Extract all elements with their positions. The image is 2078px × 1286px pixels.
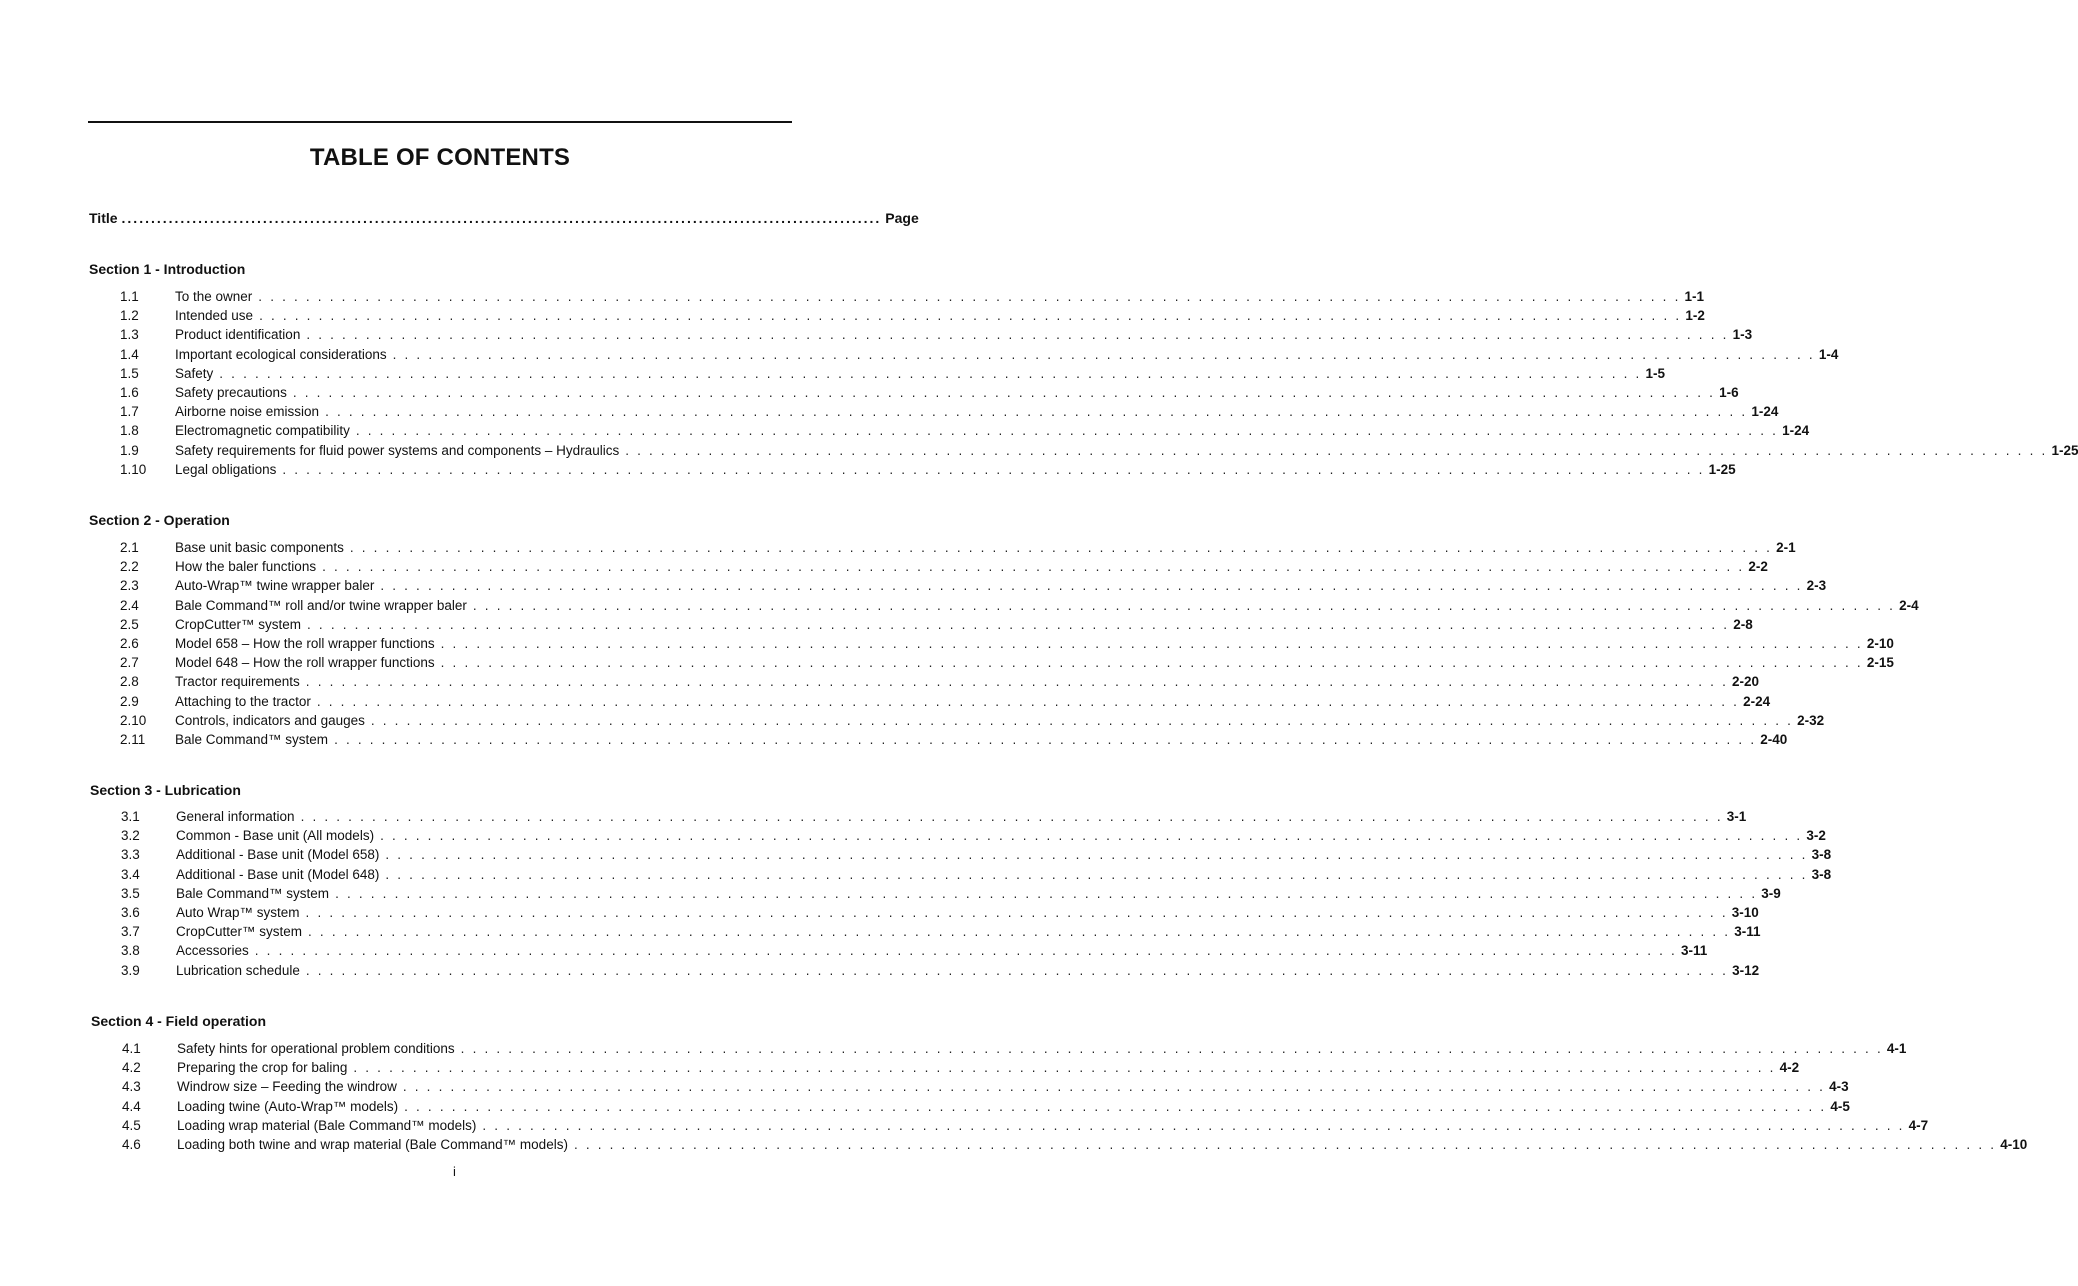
leader-dots: . . . . . . . . . . . . . . . . . . . . . . . . . . . . . . . . . . . . . . . . . . . . . . . . . . . . . . . . . . . . . . . . . . . . . . . . . . . . . . . . . . . . . . . . . . . . . . . . . . . . . . . . . . . . . . . . . . . . . . . . [282, 461, 1705, 477]
entry-title: Additional - Base unit (Model 658) [176, 847, 380, 863]
entry-number: 1.8 [120, 423, 139, 439]
entry-title: Preparing the crop for baling [177, 1060, 348, 1076]
leader-dots: . . . . . . . . . . . . . . . . . . . . . . . . . . . . . . . . . . . . . . . . . . . . . . . . . . . . . . . . . . . . . . . . . . . . . . . . . . . . . . . . . . . . . . . . . . . . . . . . . . . . . . . . . . . . . . . . . . . . . . . . [625, 442, 2048, 458]
entry-page: 3-10 [1731, 904, 1759, 920]
entry-number: 4.3 [122, 1079, 141, 1095]
entry-title: Important ecological considerations [175, 346, 387, 362]
entry-title: Intended use [175, 308, 254, 324]
top-rule [88, 121, 792, 123]
toc-entry [120, 635, 1894, 655]
entry-title: Windrow size – Feeding the windrow [177, 1079, 397, 1095]
entry-page: 2-8 [1733, 616, 1753, 632]
entry-title: Common - Base unit (All models) [176, 828, 375, 844]
entry-page: 4-7 [1908, 1117, 1929, 1133]
entry-page: 2-1 [1776, 540, 1796, 555]
entry-title: Airborne noise emission [175, 404, 320, 420]
leader-dots: . . . . . . . . . . . . . . . . . . . . . . . . . . . . . . . . . . . . . . . . . . . . . . . . . . . . . . . . . . . . . . . . . . . . . . . . . . . . . . . . . . . . . . . . . . . . . . . . . . . . . . . . . . . . . . . . . . . . . . . . [305, 904, 1728, 920]
toc-entry [120, 327, 1753, 346]
title-column-label: Title [89, 210, 118, 226]
toc-entry [121, 866, 1832, 886]
toc-entry [120, 731, 1788, 751]
entry-page: 3-11 [1681, 943, 1708, 959]
entry-title: Safety [175, 365, 214, 381]
entry-number: 1.7 [120, 404, 139, 420]
leader-dots: . . . . . . . . . . . . . . . . . . . . . . . . . . . . . . . . . . . . . . . . . . . . . . . . . . . . . . . . . . . . . . . . . . . . . . . . . . . . . . . . . . . . . . . . . . . . . . . . . . . . . . . . . . . . . . . . . . . . . . . . [402, 1079, 1826, 1095]
leader-dots: . . . . . . . . . . . . . . . . . . . . . . . . . . . . . . . . . . . . . . . . . . . . . . . . . . . . . . . . . . . . . . . . . . . . . . . . . . . . . . . . . . . . . . . . . . . . . . . . . . . . . . . . . . . . . . . . . . . . . . . . [300, 809, 1723, 824]
toc-entry [122, 1079, 1849, 1098]
entry-number: 3.8 [121, 943, 140, 959]
section-4-entries [122, 1041, 2028, 1156]
entry-number: 1.6 [120, 384, 139, 400]
toc-entry [120, 559, 1768, 578]
leader-dots: . . . . . . . . . . . . . . . . . . . . . . . . . . . . . . . . . . . . . . . . . . . . . . . . . . . . . . . . . . . . . . . . . . . . . . . . . . . . . . . . . . . . . . . . . . . . . . . . . . . . . . . . . . . . . . . . . . . . . . . . [325, 404, 1748, 420]
leader-dots: . . . . . . . . . . . . . . . . . . . . . . . . . . . . . . . . . . . . . . . . . . . . . . . . . . . . . . . . . . . . . . . . . . . . . . . . . . . . . . . . . . . . . . . . . . . . . . . . . . . . . . . . . . . . . . . . . . . . . . . . [392, 346, 1815, 362]
entry-page: 2-20 [1732, 674, 1760, 690]
entry-page: 3-9 [1761, 885, 1781, 901]
entry-number: 3.7 [121, 924, 140, 940]
entry-number: 4.5 [122, 1117, 141, 1133]
toc-entry [121, 847, 1832, 866]
entry-number: 3.6 [121, 904, 140, 920]
toc-entry [120, 674, 1760, 693]
entry-number: 1.5 [120, 365, 139, 381]
entry-title: Safety requirements for fluid power systems and components – Hydraulics [175, 442, 620, 458]
entry-page: 2-3 [1806, 578, 1827, 594]
section-2-heading: Section 2 - Operation [89, 512, 230, 528]
toc-entry [121, 943, 1708, 962]
toc-entry [120, 308, 1705, 327]
column-header-row [89, 210, 919, 230]
leader-dots: . . . . . . . . . . . . . . . . . . . . . . . . . . . . . . . . . . . . . . . . . . . . . . . . . . . . . . . . . . . . . . . . . . . . . . . . . . . . . . . . . . . . . . . . . . . . . . . . . . . . . . . . . . . . . . . . . . . . . . . . [380, 578, 1803, 594]
entry-number: 1.1 [120, 289, 139, 304]
leader-dots: . . . . . . . . . . . . . . . . . . . . . . . . . . . . . . . . . . . . . . . . . . . . . . . . . . . . . . . . . . . . . . . . . . . . . . . . . . . . . . . . . . . . . . . . . . . . . . . . . . . . . . . . . . . . . . . . . . . . . . . . [380, 828, 1803, 844]
entry-page: 2-15 [1866, 655, 1894, 671]
entry-title: To the owner [175, 289, 253, 304]
entry-title: Lubrication schedule [176, 962, 300, 978]
entry-title: Additional - Base unit (Model 648) [176, 866, 380, 882]
entry-page: 1-6 [1719, 384, 1739, 400]
entry-title: Safety precautions [175, 384, 287, 400]
entry-number: 4.1 [122, 1041, 141, 1056]
toc-entry [121, 885, 1781, 905]
leader-dots: . . . . . . . . . . . . . . . . . . . . . . . . . . . . . . . . . . . . . . . . . . . . . . . . . . . . . . . . . . . . . . . . . . . . . . . . . . . . . . . . . . . . . . . . . . . . . . . . . . . . . . . . . . . . . . . . . . . . . . . . [322, 559, 1745, 575]
leader-dots: . . . . . . . . . . . . . . . . . . . . . . . . . . . . . . . . . . . . . . . . . . . . . . . . . . . . . . . . . . . . . . . . . . . . . . . . . . . . . . . . . . . . . . . . . . . . . . . . . . . . . . . . . . . . . . . . . . . . . . . . [370, 712, 1794, 728]
leader-dots: . . . . . . . . . . . . . . . . . . . . . . . . . . . . . . . . . . . . . . . . . . . . . . . . . . . . . . . . . . . . . . . . . . . . . . . . . . . . . . . . . . . . . . . . . . . . . . . . . . . . . . . . . . . . . . . . . . . . . . . . [335, 885, 1758, 901]
entry-page: 4-1 [1886, 1041, 1907, 1056]
entry-title: Bale Command™ system [176, 885, 330, 901]
leader-dots: . . . . . . . . . . . . . . . . . . . . . . . . . . . . . . . . . . . . . . . . . . . . . . . . . . . . . . . . . . . . . . . . . . . . . . . . . . . . . . . . . . . . . . . . . . . . . . . . . . . . . . . . . . . . . . . . . . . . . . . . [404, 1098, 1827, 1114]
toc-entry [121, 828, 1826, 847]
entry-title: Loading wrap material (Bale Command™ models) [177, 1117, 477, 1133]
entry-number: 1.9 [120, 442, 139, 458]
entry-number: 1.2 [120, 308, 139, 324]
leader-dots: . . . . . . . . . . . . . . . . . . . . . . . . . . . . . . . . . . . . . . . . . . . . . . . . . . . . . . . . . . . . . . . . . . . . . . . . . . . . . . . . . . . . . . . . . . . . . . . . . . . . . . . . . . . . . . . . . . . . . . . . [482, 1117, 1905, 1133]
entry-title: Safety hints for operational problem conditions [177, 1041, 455, 1056]
entry-number: 3.1 [121, 809, 140, 824]
entry-number: 3.2 [121, 828, 140, 844]
leader-dots: . . . . . . . . . . . . . . . . . . . . . . . . . . . . . . . . . . . . . . . . . . . . . . . . . . . . . . . . . . . . . . . . . . . . . . . . . . . . . . . . . . . . . . . . . . . . . . . . . . . . . . . . . . . . . . . . . . . . . . . . [316, 693, 1740, 709]
leader-dots: . . . . . . . . . . . . . . . . . . . . . . . . . . . . . . . . . . . . . . . . . . . . . . . . . . . . . . . . . . . . . . . . . . . . . . . . . . . . . . . . . . . . . . . . . . . . . . . . . . . . . . . . . . . . . . . . . . . . . . . . [307, 616, 1730, 632]
leader-dots: . . . . . . . . . . . . . . . . . . . . . . . . . . . . . . . . . . . . . . . . . . . . . . . . . . . . . . . . . . . . . . . . . . . . . . . . . . . . . . . . . . . . . . . . . . . . . . . . . . . . . . . . . . . . . . . . . . . . . . . . [385, 866, 1808, 882]
entry-title: Electromagnetic compatibility [175, 423, 350, 439]
entry-title: Attaching to the tractor [175, 693, 311, 709]
entry-number: 2.9 [120, 693, 139, 709]
toc-entry [120, 540, 1796, 559]
toc-entry [122, 1041, 1907, 1060]
entry-page: 3-1 [1726, 809, 1747, 824]
entry-page: 4-5 [1830, 1098, 1850, 1114]
entry-number: 1.3 [120, 327, 139, 343]
entry-page: 1-5 [1645, 365, 1666, 381]
section-1-heading: Section 1 - Introduction [89, 261, 246, 277]
leader-dots: . . . . . . . . . . . . . . . . . . . . . . . . . . . . . . . . . . . . . . . . . . . . . . . . . . . . . . . . . . . . . . . . . . . . . . . . . . . . . . . . . . . . . . . . . . . . . . . . . . . . . . . . . . . . . . . . . . . . . . . . [305, 674, 1729, 690]
entry-number: 4.4 [122, 1098, 141, 1114]
entry-number: 3.5 [121, 885, 140, 901]
entry-number: 2.7 [120, 655, 139, 671]
toc-entry [121, 924, 1761, 943]
toc-entry [120, 693, 1771, 713]
leader-dots: . . . . . . . . . . . . . . . . . . . . . . . . . . . . . . . . . . . . . . . . . . . . . . . . . . . . . . . . . . . . . . . . . . . . . . . . . . . . . . . . . . . . . . . . . . . . . . . . . . . . . . . . . . . . . . . . . . . . . . . . [259, 308, 1682, 324]
leader-dots: . . . . . . . . . . . . . . . . . . . . . . . . . . . . . . . . . . . . . . . . . . . . . . . . . . . . . . . . . . . . . . . . . . . . . . . . . . . . . . . . . . . . . . . . . . . . . . . . . . . . . . . . . . . . . . . . . . . . . . . . [349, 540, 1773, 555]
entry-number: 2.1 [120, 540, 139, 555]
toc-entry [120, 365, 1666, 385]
entry-number: 2.3 [120, 578, 139, 594]
entry-number: 2.6 [120, 635, 139, 651]
entry-title: Auto Wrap™ system [176, 904, 300, 920]
entry-title: How the baler functions [175, 559, 317, 575]
entry-page: 3-8 [1811, 847, 1832, 863]
leader-dots: . . . . . . . . . . . . . . . . . . . . . . . . . . . . . . . . . . . . . . . . . . . . . . . . . . . . . . . . . . . . . . . . . . . . . . . . . . . . . . . . . . . . . . . . . . . . . . . . . . . . . . . . . . . . . . . . . . . . . . . . [258, 289, 1681, 304]
toc-entry [121, 904, 1759, 924]
page-title: TABLE OF CONTENTS [309, 144, 571, 171]
entry-page: 1-4 [1818, 346, 1839, 362]
entry-number: 2.11 [120, 731, 146, 747]
toc-entry [120, 404, 1779, 423]
page-number: i [453, 1164, 456, 1179]
entry-title: Base unit basic components [175, 540, 344, 555]
toc-entry [120, 712, 1825, 732]
entry-number: 3.4 [121, 866, 140, 882]
entry-number: 2.4 [120, 597, 139, 613]
toc-entry [120, 384, 1739, 404]
entry-number: 1.4 [120, 346, 139, 362]
leader-dots: . . . . . . . . . . . . . . . . . . . . . . . . . . . . . . . . . . . . . . . . . . . . . . . . . . . . . . . . . . . . . . . . . . . . . . . . . . . . . . . . . . . . . . . . . . . . . . . . . . . . . . . . . . . . . . . . . . . . . . . . [254, 943, 1678, 959]
entry-title: Model 658 – How the roll wrapper functions [175, 635, 435, 651]
entry-page: 3-12 [1732, 962, 1760, 978]
entry-title: Bale Command™ system [175, 731, 329, 747]
leader-dots: . . . . . . . . . . . . . . . . . . . . . . . . . . . . . . . . . . . . . . . . . . . . . . . . . . . . . . . . . . . . . . . . . . . . . . . . . . . . . . . . . . . . . . . . . . . . . . . . . . . . . . . . . . . . . . . . . . . . . . . . [292, 384, 1716, 400]
toc-entry [120, 423, 1810, 442]
leader-dots: . . . . . . . . . . . . . . . . . . . . . . . . . . . . . . . . . . . . . . . . . . . . . . . . . . . . . . . . . . . . . . . . . . . . . . . . . . . . . . . . . . . . . . . . . . . . . . . . . . . . . . . . . . . . . . . . . . . . . . . . [385, 847, 1808, 863]
entry-number: 2.10 [120, 712, 147, 728]
toc-entry [120, 346, 1839, 366]
toc-entry [120, 461, 1736, 481]
toc-entry [122, 1098, 1850, 1118]
toc-entry [122, 1117, 1929, 1137]
entry-title: Auto-Wrap™ twine wrapper baler [175, 578, 375, 594]
section-3-entries [121, 809, 1832, 982]
entry-title: Tractor requirements [175, 674, 300, 690]
entry-number: 2.2 [120, 559, 139, 575]
leader-dots: . . . . . . . . . . . . . . . . . . . . . . . . . . . . . . . . . . . . . . . . . . . . . . . . . . . . . . . . . . . . . . . . . . . . . . . . . . . . . . . . . . . . . . . . . . . . . . . . . . . . . . . . . . . . . . . . . . . . . . . . [353, 1060, 1776, 1076]
page-column-label: Page [885, 210, 919, 226]
toc-entry [120, 289, 1705, 308]
section-2-entries [120, 540, 1919, 751]
entry-number: 2.5 [120, 616, 139, 632]
entry-page: 4-3 [1829, 1079, 1849, 1095]
entry-page: 2-24 [1743, 693, 1771, 709]
entry-title: Bale Command™ roll and/or twine wrapper baler [175, 597, 467, 613]
entry-page: 2-10 [1866, 635, 1894, 651]
entry-number: 1.10 [120, 461, 147, 477]
entry-title: Loading twine (Auto-Wrap™ models) [177, 1098, 399, 1114]
entry-page: 3-2 [1806, 828, 1826, 844]
entry-title: Legal obligations [175, 461, 277, 477]
toc-entry [122, 1136, 2028, 1156]
entry-number: 4.2 [122, 1060, 141, 1076]
entry-title: CropCutter™ system [175, 616, 302, 632]
entry-page: 2-32 [1797, 712, 1825, 728]
entry-page: 3-11 [1734, 924, 1761, 940]
entry-page: 2-40 [1760, 731, 1788, 747]
entry-title: CropCutter™ system [176, 924, 303, 940]
leader-dots: . . . . . . . . . . . . . . . . . . . . . . . . . . . . . . . . . . . . . . . . . . . . . . . . . . . . . . . . . . . . . . . . . . . . . . . . . . . . . . . . . . . . . . . . . . . . . . . . . . . . . . . . . . . . . . . . . . . . . . . . [219, 365, 1642, 381]
toc-entry [121, 809, 1747, 828]
toc-entry [120, 597, 1919, 617]
leader-dots: . . . . . . . . . . . . . . . . . . . . . . . . . . . . . . . . . . . . . . . . . . . . . . . . . . . . . . . . . . . . . . . . . . . . . . . . . . . . . . . . . . . . . . . . . . . . . . . . . . . . . . . . . . . . . . . . . . . . . . . . [306, 327, 1729, 343]
toc-entry [120, 578, 1827, 597]
leader-dots: . . . . . . . . . . . . . . . . . . . . . . . . . . . . . . . . . . . . . . . . . . . . . . . . . . . . . . . . . . . . . . . . . . . . . . . . . . . . . . . . . . . . . . . . . . . . . . . . . . . . . . . . . . . . . . . . . . . . . . . . [573, 1136, 1997, 1152]
entry-number: 2.8 [120, 674, 139, 690]
section-3-heading: Section 3 - Lubrication [90, 782, 241, 798]
entry-page: 4-10 [2000, 1136, 2028, 1152]
leader-dots: ................................................................................................................................. [121, 210, 882, 226]
entry-title: Model 648 – How the roll wrapper functions [175, 655, 435, 671]
entry-page: 2-2 [1748, 559, 1768, 575]
entry-page: 1-1 [1684, 289, 1705, 304]
toc-entry [121, 962, 1760, 982]
entry-page: 1-3 [1732, 327, 1753, 343]
entry-title: Loading both twine and wrap material (Bale Command™ models) [177, 1136, 568, 1152]
leader-dots: . . . . . . . . . . . . . . . . . . . . . . . . . . . . . . . . . . . . . . . . . . . . . . . . . . . . . . . . . . . . . . . . . . . . . . . . . . . . . . . . . . . . . . . . . . . . . . . . . . . . . . . . . . . . . . . . . . . . . . . . [305, 962, 1729, 978]
entry-title: General information [176, 809, 295, 824]
leader-dots: . . . . . . . . . . . . . . . . . . . . . . . . . . . . . . . . . . . . . . . . . . . . . . . . . . . . . . . . . . . . . . . . . . . . . . . . . . . . . . . . . . . . . . . . . . . . . . . . . . . . . . . . . . . . . . . . . . . . . . . . [440, 655, 1863, 671]
section-4-heading: Section 4 - Field operation [91, 1013, 267, 1029]
leader-dots: . . . . . . . . . . . . . . . . . . . . . . . . . . . . . . . . . . . . . . . . . . . . . . . . . . . . . . . . . . . . . . . . . . . . . . . . . . . . . . . . . . . . . . . . . . . . . . . . . . . . . . . . . . . . . . . . . . . . . . . . [355, 423, 1779, 439]
entry-page: 2-4 [1899, 597, 1919, 613]
leader-dots: . . . . . . . . . . . . . . . . . . . . . . . . . . . . . . . . . . . . . . . . . . . . . . . . . . . . . . . . . . . . . . . . . . . . . . . . . . . . . . . . . . . . . . . . . . . . . . . . . . . . . . . . . . . . . . . . . . . . . . . . [308, 924, 1731, 940]
entry-title: Product identification [175, 327, 301, 343]
entry-number: 3.3 [121, 847, 140, 863]
toc-entry [122, 1060, 1800, 1079]
entry-title: Accessories [176, 943, 249, 959]
entry-number: 4.6 [122, 1136, 141, 1152]
entry-page: 1-24 [1751, 404, 1779, 420]
entry-page: 1-24 [1782, 423, 1810, 439]
entry-title: Controls, indicators and gauges [175, 712, 365, 728]
leader-dots: . . . . . . . . . . . . . . . . . . . . . . . . . . . . . . . . . . . . . . . . . . . . . . . . . . . . . . . . . . . . . . . . . . . . . . . . . . . . . . . . . . . . . . . . . . . . . . . . . . . . . . . . . . . . . . . . . . . . . . . . [460, 1041, 1883, 1056]
leader-dots: . . . . . . . . . . . . . . . . . . . . . . . . . . . . . . . . . . . . . . . . . . . . . . . . . . . . . . . . . . . . . . . . . . . . . . . . . . . . . . . . . . . . . . . . . . . . . . . . . . . . . . . . . . . . . . . . . . . . . . . . [334, 731, 1757, 747]
toc-entry [120, 655, 1894, 674]
entry-page: 1-2 [1685, 308, 1705, 324]
entry-page: 4-2 [1779, 1060, 1800, 1076]
entry-number: 3.9 [121, 962, 140, 978]
toc-entry [120, 442, 2078, 462]
section-1-entries [120, 289, 2078, 481]
entry-page: 1-25 [1708, 461, 1736, 477]
toc-entry [120, 616, 1753, 636]
leader-dots: . . . . . . . . . . . . . . . . . . . . . . . . . . . . . . . . . . . . . . . . . . . . . . . . . . . . . . . . . . . . . . . . . . . . . . . . . . . . . . . . . . . . . . . . . . . . . . . . . . . . . . . . . . . . . . . . . . . . . . . . [440, 635, 1863, 651]
entry-page: 3-8 [1811, 866, 1832, 882]
leader-dots: . . . . . . . . . . . . . . . . . . . . . . . . . . . . . . . . . . . . . . . . . . . . . . . . . . . . . . . . . . . . . . . . . . . . . . . . . . . . . . . . . . . . . . . . . . . . . . . . . . . . . . . . . . . . . . . . . . . . . . . . [472, 597, 1896, 613]
entry-page: 1-25 [2051, 442, 2078, 458]
